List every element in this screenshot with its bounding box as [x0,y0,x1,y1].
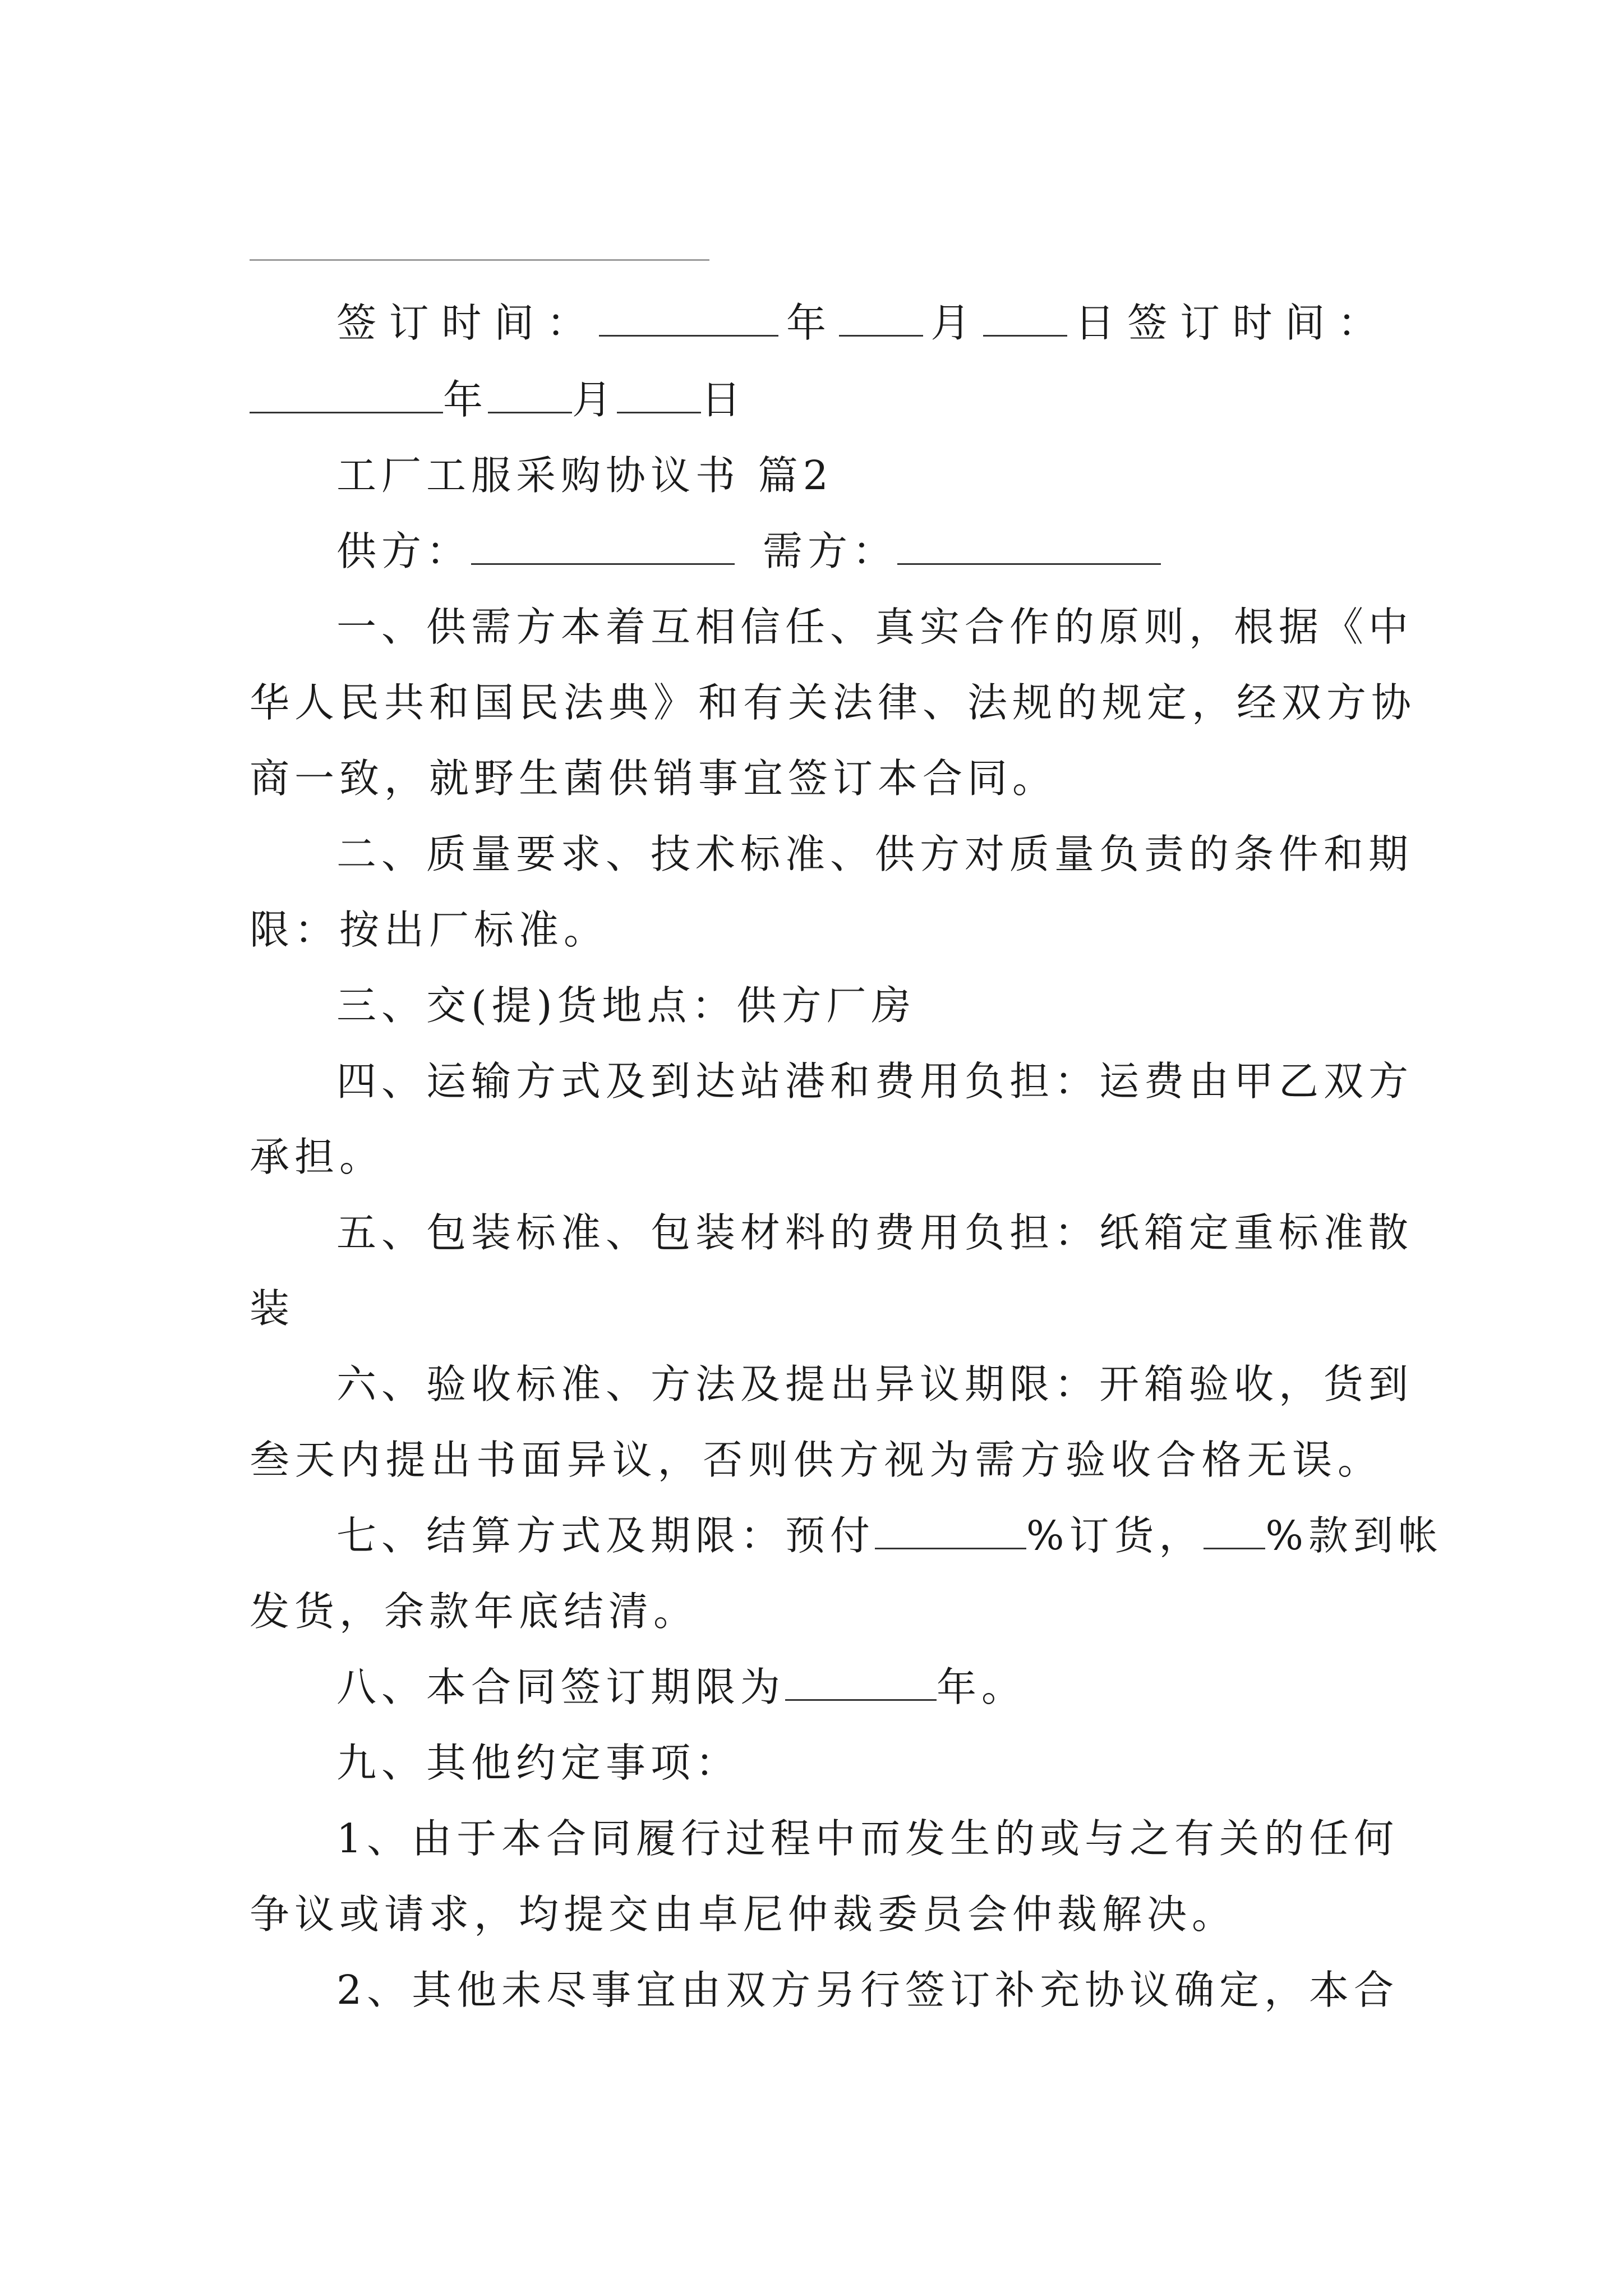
section-title: 工厂工服采购协议书 篇2 [336,452,833,499]
clause-2-line-1: 二、质量要求、技术标准、供方对质量负责的条件和期 [336,831,1414,877]
clause-6-line-1: 六、验收标准、方法及提出异议期限：开箱验收，货到 [336,1361,1414,1407]
clause-7-mid: %订货， [1026,1512,1204,1559]
clause-4-line-2: 承担。 [250,1134,385,1180]
clause-7-prefix: 七、结算方式及期限：预付 [336,1512,875,1559]
term-years-blank[interactable] [785,1665,937,1701]
item-1-line-1: 1、由于本合同履行过程中而发生的或与之有关的任何 [336,1815,1399,1862]
clause-8 [336,1660,1382,1714]
signing-month-label-a: 月 [923,300,983,346]
clause-7-suffix: %款到帐 [1265,1512,1443,1559]
signing-line-2 [250,373,1382,426]
supplier-label: 供方： [336,528,472,574]
clause-8-suffix: 年。 [937,1664,1027,1710]
signing-day-label-b2: 日 [701,376,746,423]
supplier-blank[interactable] [471,530,735,565]
signing-line-1 [336,296,1382,349]
parties-line [336,524,1382,578]
clause-7-line-1 [336,1509,1443,1562]
clause-9: 九、其他约定事项： [336,1740,741,1786]
buyer-blank[interactable] [897,530,1161,565]
clause-8-prefix: 八、本合同签订期限为 [336,1664,786,1710]
payment-percent-blank[interactable] [1204,1514,1265,1549]
buyer-label: 需方： [763,528,898,574]
clause-5-line-1: 五、包装标准、包装材料的费用负担：纸箱定重标准散 [336,1209,1414,1256]
signing-day-blank-a[interactable] [983,301,1067,337]
prepay-percent-blank[interactable] [875,1514,1026,1549]
clause-3: 三、交(提)货地点：供方厂房 [336,982,916,1029]
clause-5-line-2: 装 [250,1285,295,1332]
signing-month-label-b: 月 [572,376,617,423]
clause-1-line-3: 商一致，就野生菌供销事宜签订本合同。 [250,755,1058,802]
clause-6-line-2: 叁天内提出书面异议，否则供方视为需方验收合格无误。 [250,1437,1382,1483]
signing-label-a: 签订时间： [336,300,600,346]
signing-year-label-a: 年 [778,300,839,346]
clause-2-line-2: 限：按出厂标准。 [250,907,609,953]
signing-year-blank-a[interactable] [599,301,778,337]
clause-4-line-1: 四、运输方式及到达站港和费用负担：运费由甲乙双方 [336,1058,1414,1105]
signing-year-blank-b[interactable] [250,378,443,413]
clause-1-line-2: 华人民共和国民法典》和有关法律、法规的规定，经双方协 [250,679,1417,726]
signing-year-label-b: 年 [443,376,488,423]
item-2-line-1: 2、其他未尽事宜由双方另行签订补充协议确定，本合 [336,1967,1399,2013]
signing-day-blank-b[interactable] [617,378,701,413]
clause-7-line-2: 发货，余款年底结清。 [250,1588,699,1635]
item-1-line-2: 争议或请求，均提交由卓尼仲裁委员会仲裁解决。 [250,1891,1237,1938]
top-divider [250,259,709,261]
signing-month-blank-b[interactable] [488,378,572,413]
clause-1-line-1: 一、供需方本着互相信任、真实合作的原则，根据《中 [336,604,1414,650]
signing-day-label-b: 日签订时间： [1067,300,1382,346]
signing-month-blank-a[interactable] [839,301,923,337]
